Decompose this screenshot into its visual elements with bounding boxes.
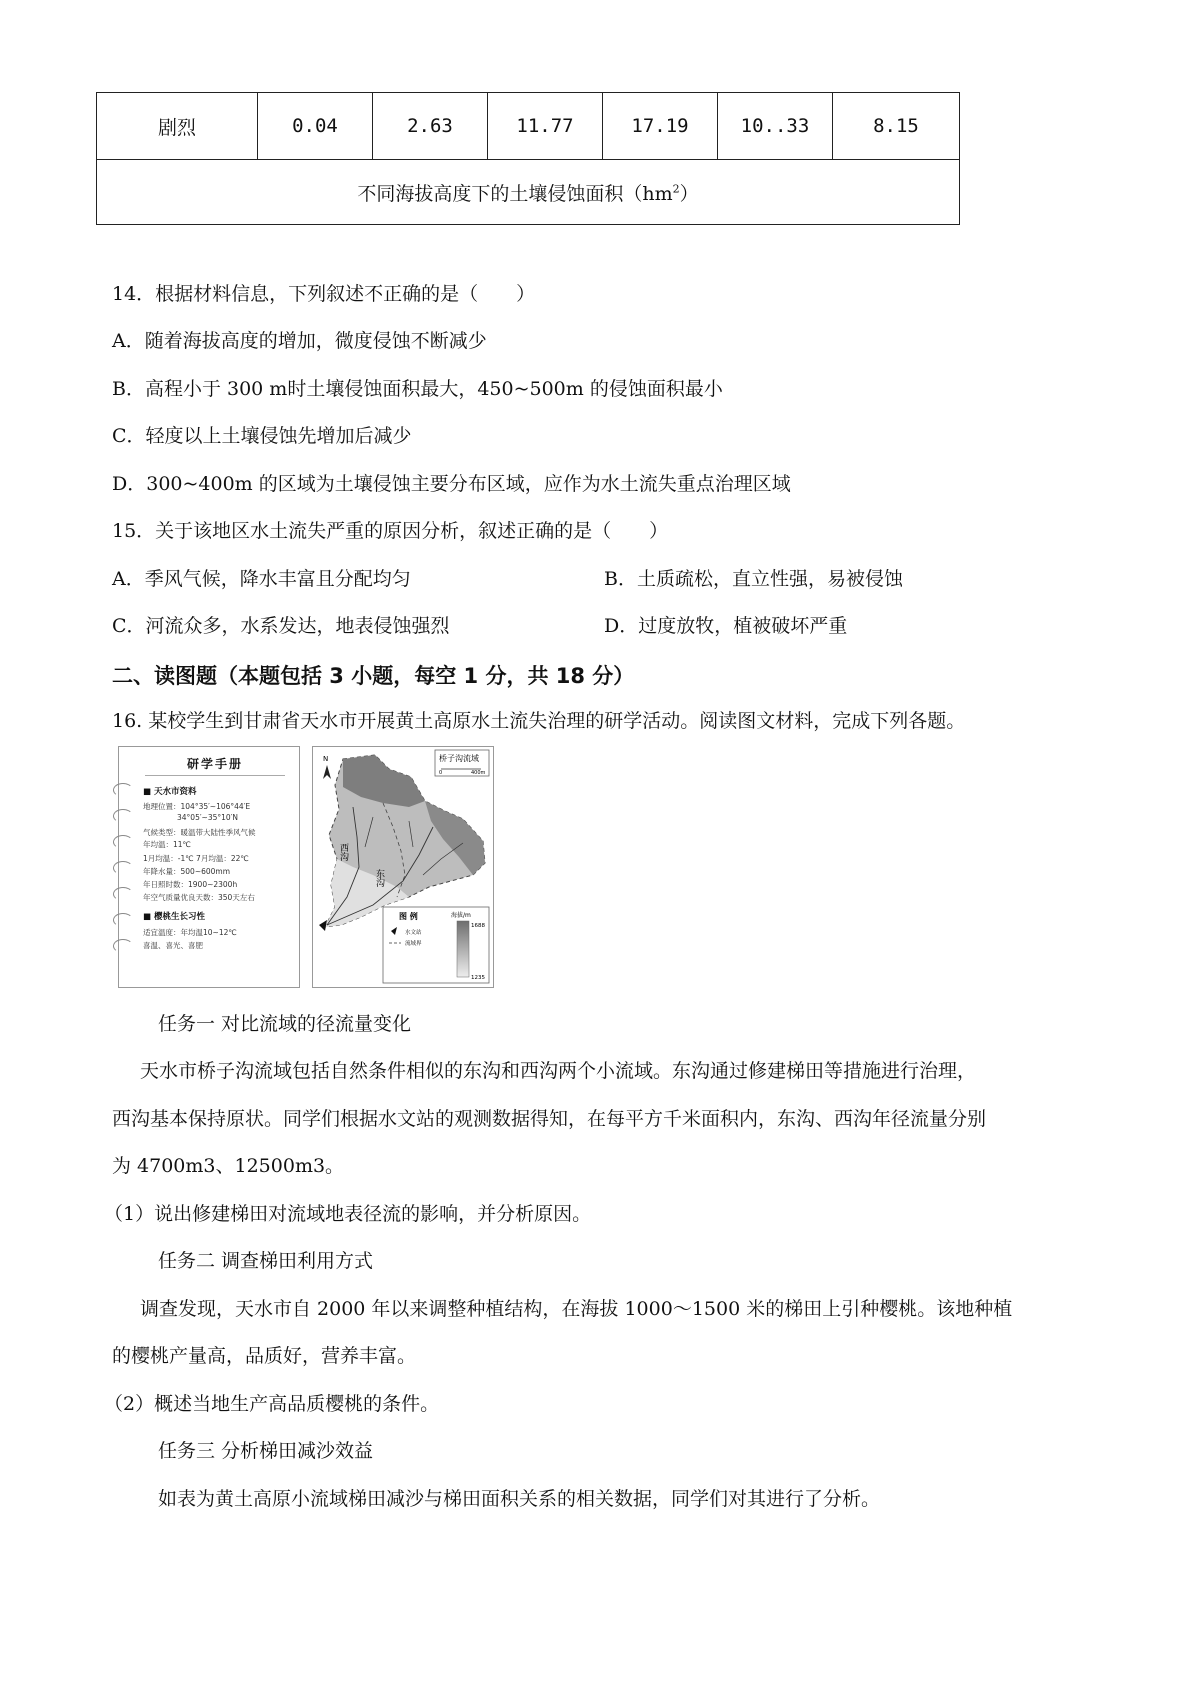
value-cell: 0.04 [258,93,373,160]
task3-paragraph-line: 如表为黄土高原小流域梯田减沙与梯田面积关系的相关数据，同学们对其进行了分析。 [158,1488,881,1510]
altitude-low: 1235 [471,975,485,981]
q14-stem: 14．根据材料信息，下列叙述不正确的是（ ） [112,283,536,305]
value-cell: 2.63 [373,93,488,160]
map-title: 桥子沟流域 [439,754,479,763]
handbook-line: 年日照时数：1900~2300h [143,880,238,889]
task1-paragraph-line: 为 4700m3、12500m3。 [112,1155,345,1177]
binder-ring-icon [113,939,133,953]
q15-option-c[interactable]: C．河流众多，水系发达，地表侵蚀强烈 [112,615,450,637]
hydrological-station-icon [319,920,327,931]
north-arrow-icon [323,765,331,779]
handbook-line: 地理位置：104°35′~106°44′E [143,802,251,811]
q16-intro: 16. 某校学生到甘肃省天水市开展黄土高原水土流失治理的研学活动。阅读图文材料，完成下列各题。 [112,710,966,732]
handbook-line: 气候类型：暖温带大陆性季风气候 [143,828,256,837]
task3-title: 任务三 分析梯田减沙效益 [158,1440,374,1462]
binder-ring-icon [113,809,133,823]
q14-option-a[interactable]: A．随着海拔高度的增加，微度侵蚀不断减少 [112,330,487,352]
handbook-line: 年空气质量优良天数：350天左右 [143,893,255,902]
caption-text: 不同海拔高度下的土壤侵蚀面积（hm [357,182,673,205]
north-label: N [323,755,329,763]
binder-ring-icon [113,913,133,927]
legend-boundary-label: 流域界 [405,941,422,947]
legend-title: 图 例 [399,912,418,921]
q14-option-b[interactable]: B．高程小于 300 m时土壤侵蚀面积最大，450~500m 的侵蚀面积最小 [112,378,723,400]
value-cell: 8.15 [833,93,960,160]
row-label-cell: 剧烈 [97,93,258,160]
q14-option-d[interactable]: D．300~400m 的区域为土壤侵蚀主要分布区域，应作为水土流失重点治理区域 [112,473,791,495]
handbook-line: 1月均温：-1℃ 7月均温：22℃ [143,854,249,863]
value-cell: 10..33 [718,93,833,160]
q15-stem: 15．关于该地区水土流失严重的原因分析，叙述正确的是（ ） [112,520,669,542]
binder-ring-icon [113,887,133,901]
binder-ring-icon [113,835,133,849]
handbook-section: ■ 樱桃生长习性 [143,912,205,922]
table-row [97,93,960,160]
watershed-map [312,746,494,988]
handbook-line: 年降水量：500~600mm [143,867,231,876]
binder-ring-icon [113,861,133,875]
erosion-table [96,92,960,225]
value-cell: 11.77 [488,93,603,160]
east-gully-label: 东沟 [374,869,384,887]
sub-question-1: （1）说出修建梯田对流域地表径流的影响，并分析原因。 [104,1203,592,1225]
q14-option-c[interactable]: C．轻度以上土壤侵蚀先增加后减少 [112,425,412,447]
handbook-line: 34°05′~35°10′N [177,813,238,822]
q15-option-d[interactable]: D．过度放牧，植被破坏严重 [604,615,848,637]
handbook-line: 年均温：11℃ [143,840,191,849]
section-heading: 二、读图题（本题包括 3 小题，每空 1 分，共 18 分） [112,664,635,688]
task2-title: 任务二 调查梯田利用方式 [158,1250,374,1272]
handbook-line: 喜温、喜光、喜肥 [143,941,203,950]
legend-station-label: 水文站 [405,930,422,936]
caption-close: ） [679,182,699,205]
q15-option-b[interactable]: B．土质疏松，直立性强，易被侵蚀 [604,568,903,590]
table-caption [97,160,960,225]
altitude-color-ramp [457,921,469,977]
scale-right: 400m [471,770,486,776]
task1-paragraph-line: 天水市桥子沟流域包括自然条件相似的东沟和西沟两个小流域。东沟通过修建梯田等措施进行治理， [140,1060,977,1082]
study-handbook [118,746,300,988]
watershed-map-figure [313,747,493,987]
handbook-line: 适宜温度：年均温10~12℃ [143,928,237,937]
sub-question-2: （2）概述当地生产高品质樱桃的条件。 [104,1393,440,1415]
caption-superscript: 2 [672,182,680,196]
value-cell: 17.19 [603,93,718,160]
binder-ring-icon [113,783,133,797]
handbook-title: 研学手册 [145,755,285,776]
scale-left: 0 [439,770,443,776]
task2-paragraph-line: 的樱桃产量高，品质好，营养丰富。 [112,1345,417,1367]
task1-paragraph-line: 西沟基本保持原状。同学们根据水文站的观测数据得知，在每平方千米面积内，东沟、西沟年径流量分别 [112,1108,987,1130]
legend-altitude-label: 海拔/m [451,912,471,919]
task1-title: 任务一 对比流域的径流量变化 [158,1013,412,1035]
task2-paragraph-line: 调查发现，天水市自 2000 年以来调整种植结构，在海拔 1000～1500 米的梯田上引种樱桃。该地种植 [140,1298,1013,1320]
handbook-section: ■ 天水市资料 [143,787,197,797]
q15-option-a[interactable]: A．季风气候，降水丰富且分配均匀 [112,568,411,590]
table-caption-row [97,160,960,225]
altitude-high: 1688 [471,923,485,929]
west-gully-label: 西沟 [338,843,348,861]
